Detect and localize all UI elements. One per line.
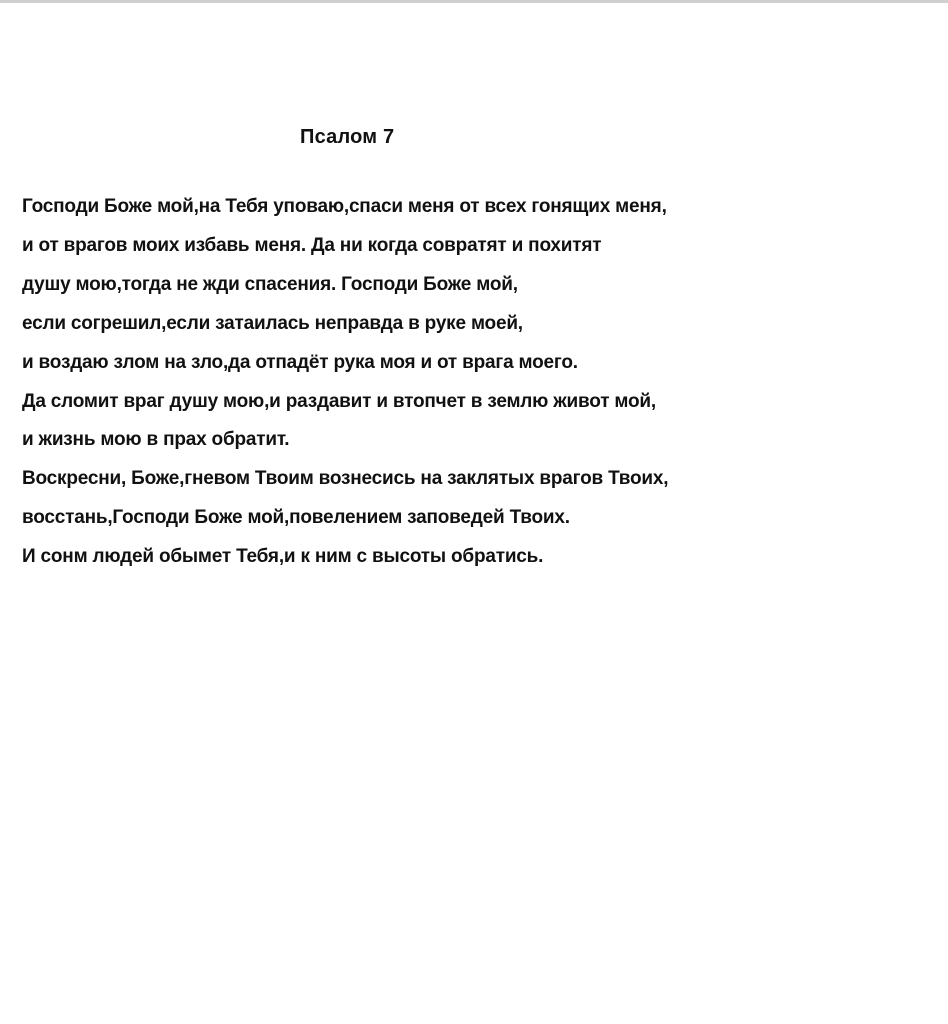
text-line: и воздаю злом на зло,да отпадёт рука моя и от врага моего. (22, 351, 578, 373)
text-line: если согрешил,если затаилась неправда в руке моей, (22, 312, 523, 334)
text-line: восстань,Господи Боже мой,повелением заповедей Твоих. (22, 507, 570, 529)
text-line: Да сломит враг душу мою,и раздавит и втопчет в землю живот мой, (22, 390, 656, 412)
psalm-text (22, 188, 932, 577)
text-line: и от врагов моих избавь меня. Да ни когда совратят и похитят (22, 234, 602, 256)
page-title: Псалом 7 (300, 126, 395, 148)
text-line: и жизнь мою в прах обратит. (22, 429, 290, 451)
text-line: Воскресни, Боже,гневом Твоим вознесись на заклятых врагов Твоих, (22, 468, 669, 490)
text-line: И сонм людей обымет Тебя,и к ним с высоты обратись. (22, 546, 544, 568)
text-line: душу мою,тогда не жди спасения. Господи Боже мой, (22, 273, 518, 295)
text-line: Господи Боже мой,на Тебя уповаю,спаси меня от всех гонящих меня, (22, 196, 667, 217)
top-border (0, 0, 948, 3)
